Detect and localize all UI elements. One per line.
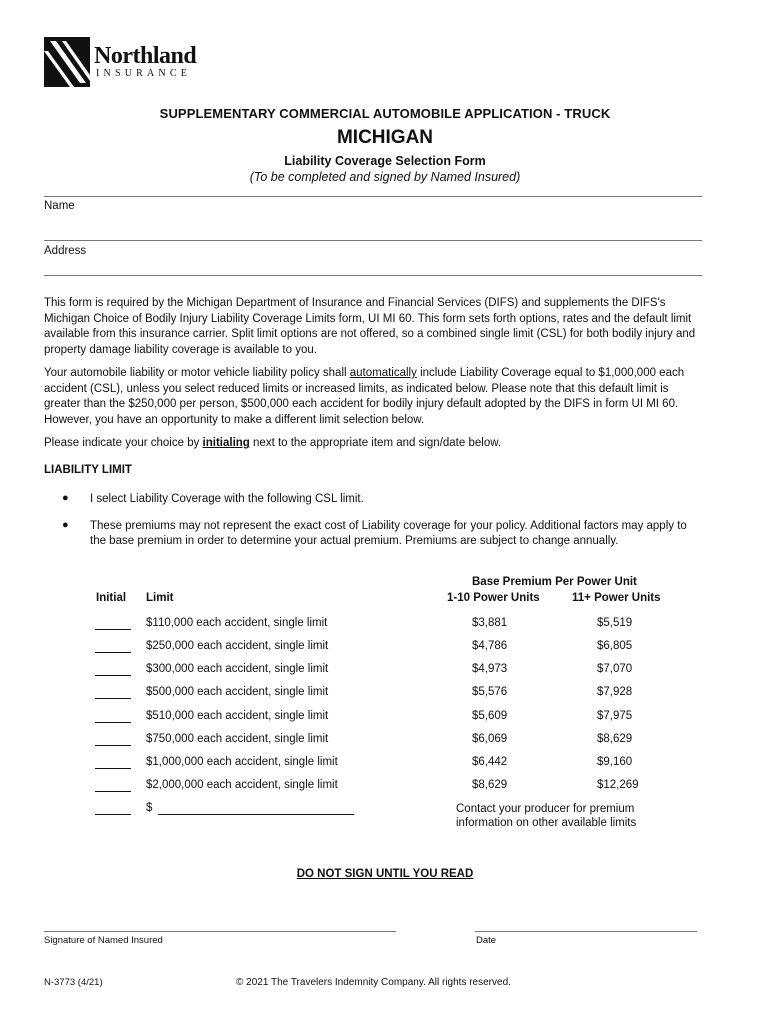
address-field-line[interactable] bbox=[44, 275, 702, 276]
table-row bbox=[0, 779, 770, 795]
premium-1-10-cell: $6,069 bbox=[472, 733, 508, 745]
date-label: Date bbox=[476, 935, 497, 946]
table-row bbox=[0, 640, 770, 656]
limit-cell: $510,000 each accident, single limit bbox=[146, 710, 329, 722]
limit-cell: $500,000 each accident, single limit bbox=[146, 686, 329, 698]
initial-field[interactable] bbox=[95, 617, 131, 630]
bullet-icon: ● bbox=[62, 519, 69, 531]
other-dollar-sign: $ bbox=[146, 802, 153, 814]
bullet-icon: ● bbox=[62, 492, 69, 504]
premium-1-10-cell: $4,973 bbox=[472, 663, 508, 675]
col-limit-header: Limit bbox=[146, 592, 174, 604]
table-row bbox=[0, 663, 770, 679]
initial-field[interactable] bbox=[95, 802, 131, 815]
premium-11-plus-cell: $6,805 bbox=[597, 640, 633, 652]
other-limit-note: Contact your producer for premium information on other available limits bbox=[456, 803, 637, 829]
table-row bbox=[0, 710, 770, 726]
divider bbox=[44, 196, 702, 197]
col-initial-header: Initial bbox=[96, 592, 127, 604]
state-title: MICHIGAN bbox=[336, 127, 434, 148]
table-row bbox=[0, 617, 770, 633]
table-row bbox=[0, 756, 770, 772]
premium-11-plus-cell: $7,928 bbox=[597, 686, 633, 698]
do-not-sign-warning: DO NOT SIGN UNTIL YOU READ bbox=[296, 868, 474, 880]
premium-group-header: Base Premium Per Power Unit bbox=[472, 576, 637, 588]
initial-field[interactable] bbox=[95, 756, 131, 769]
signature-label: Signature of Named Insured bbox=[44, 935, 163, 946]
logo-subtitle: INSURANCE bbox=[96, 68, 192, 79]
col-1-10-header: 1-10 Power Units bbox=[447, 592, 540, 604]
initial-field[interactable] bbox=[95, 710, 131, 723]
limit-cell: $110,000 each accident, single limit bbox=[146, 617, 328, 629]
premium-1-10-cell: $5,609 bbox=[472, 710, 508, 722]
initial-field[interactable] bbox=[95, 686, 131, 699]
premium-11-plus-cell: $12,269 bbox=[597, 779, 639, 791]
premium-11-plus-cell: $9,160 bbox=[597, 756, 633, 768]
section-heading: LIABILITY LIMIT bbox=[44, 464, 132, 476]
bullet-text: These premiums may not represent the exact cost of Liability coverage for your policy. Additional factors may apply to the base premium in order to determine your actual premium. Premiums are subject to change annually. bbox=[90, 520, 687, 547]
form-instruction: (To be completed and signed by Named Insured) bbox=[249, 170, 521, 184]
premium-11-plus-cell: $8,629 bbox=[597, 733, 633, 745]
name-field-line[interactable] bbox=[44, 240, 702, 241]
bullet-text: I select Liability Coverage with the following CSL limit. bbox=[90, 493, 364, 505]
copyright: © 2021 The Travelers Indemnity Company. All rights reserved. bbox=[236, 977, 511, 988]
initial-field[interactable] bbox=[95, 640, 131, 653]
premium-11-plus-cell: $5,519 bbox=[597, 617, 633, 629]
limit-cell: $2,000,000 each accident, single limit bbox=[146, 779, 338, 791]
form-number: N-3773 (4/21) bbox=[44, 977, 103, 988]
limit-cell: $300,000 each accident, single limit bbox=[146, 663, 329, 675]
name-label: Name bbox=[44, 200, 75, 212]
initial-field[interactable] bbox=[95, 663, 131, 676]
limit-cell: $750,000 each accident, single limit bbox=[146, 733, 329, 745]
col-11-plus-header: 11+ Power Units bbox=[572, 592, 661, 604]
limit-cell: $250,000 each accident, single limit bbox=[146, 640, 329, 652]
northland-logo-mark bbox=[44, 37, 90, 87]
premium-11-plus-cell: $7,975 bbox=[597, 710, 633, 722]
other-limit-field[interactable] bbox=[158, 802, 354, 815]
premium-11-plus-cell: $7,070 bbox=[597, 663, 633, 675]
premium-1-10-cell: $6,442 bbox=[472, 756, 508, 768]
default-limit-paragraph: Your automobile liability or motor vehicle liability policy shall automatically include Liability Coverage equal to $1,000,000 each accident (CSL), unless you select reduced limits or increased limits, as indicated below. Please note that this default limit is greater than the $250,000 per person, $500,000 each accident for bodily injury default adopted by the DIFS in form UI MI 60. However, you have an opportunity to make a different limit selection below. bbox=[44, 367, 685, 426]
table-row bbox=[0, 686, 770, 702]
intro-paragraph: This form is required by the Michigan Department of Insurance and Financial Services (DIFS) and supplements the DIFS's Michigan Choice of Bodily Injury Liability Coverage Limits form, UI MI 60. This form sets forth options, rates and the default limit available from this insurance carrier. Split limit options are not offered, so a combined single limit (CSL) for both bodily injury and property damage liability coverage is available to you. bbox=[44, 297, 696, 356]
limit-cell: $1,000,000 each accident, single limit bbox=[146, 756, 338, 768]
premium-1-10-cell: $8,629 bbox=[472, 779, 508, 791]
form-title: SUPPLEMENTARY COMMERCIAL AUTOMOBILE APPLICATION - TRUCK bbox=[159, 106, 611, 121]
form-subtitle: Liability Coverage Selection Form bbox=[284, 154, 486, 168]
table-row-other bbox=[0, 802, 770, 834]
premium-1-10-cell: $3,881 bbox=[472, 617, 508, 629]
logo-name: Northland bbox=[94, 43, 197, 69]
initial-field[interactable] bbox=[95, 779, 131, 792]
date-field-line[interactable] bbox=[475, 931, 697, 932]
premium-1-10-cell: $5,576 bbox=[472, 686, 508, 698]
premium-1-10-cell: $4,786 bbox=[472, 640, 508, 652]
address-label: Address bbox=[44, 245, 87, 257]
instruction-paragraph: Please indicate your choice by initialing next to the appropriate item and sign/date below. bbox=[44, 437, 502, 449]
signature-field-line[interactable] bbox=[44, 931, 396, 932]
initial-field[interactable] bbox=[95, 733, 131, 746]
table-row bbox=[0, 733, 770, 749]
